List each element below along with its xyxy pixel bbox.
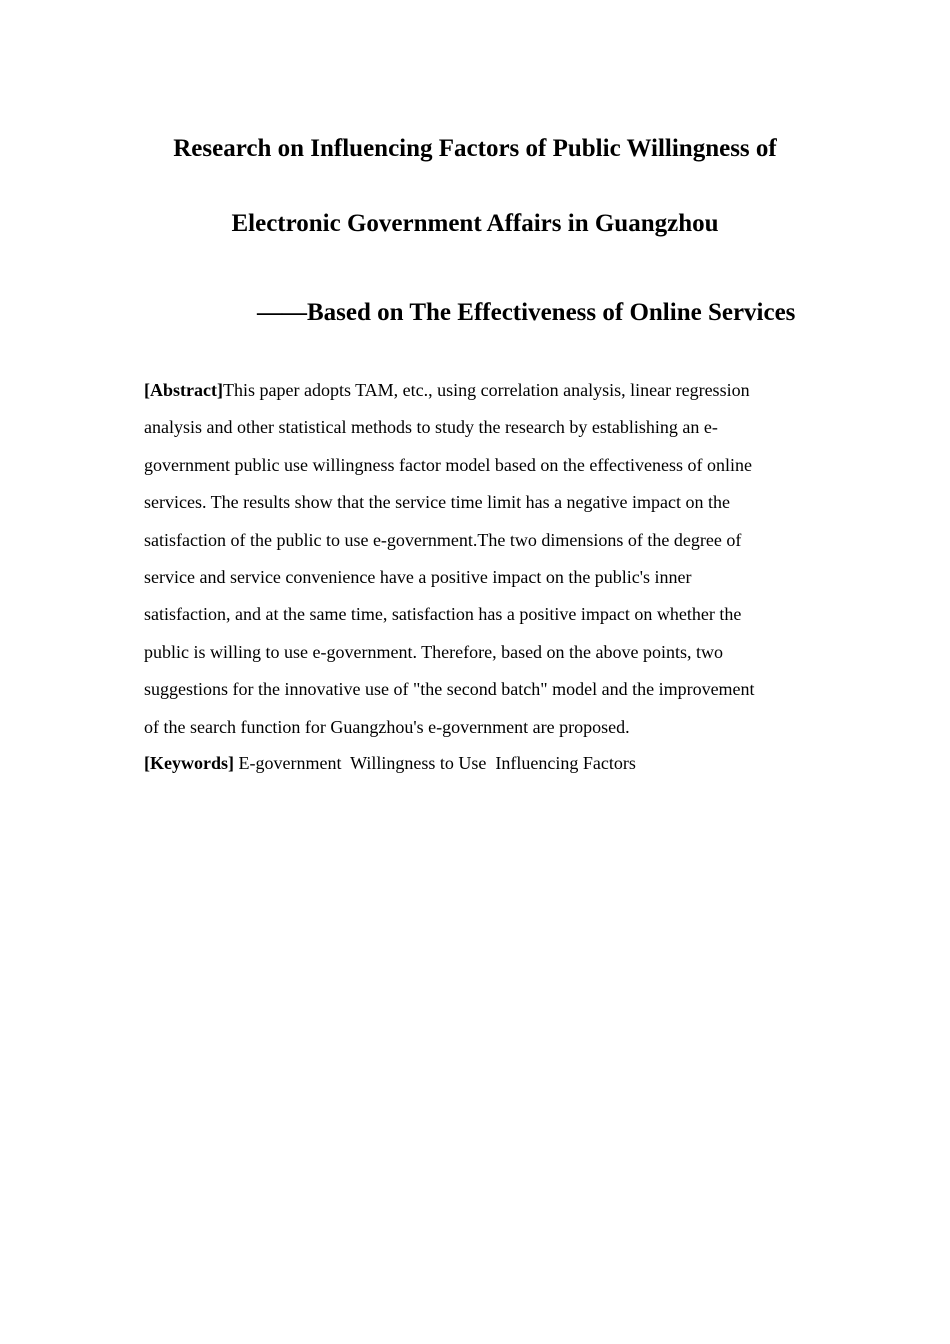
title-line-2: Electronic Government Affairs in Guangzhou (231, 210, 719, 237)
abstract-label: [Abstract] (144, 380, 223, 400)
subtitle: ——Based on The Effectiveness of Online Services (257, 299, 796, 326)
abstract-text-line: satisfaction of the public to use e-government.The two dimensions of the degree of (144, 529, 742, 550)
abstract-text-line: services. The results show that the service time limit has a negative impact on the (144, 492, 731, 513)
keywords-text: E-government Willingness to Use Influencing Factors (233, 753, 636, 773)
title-line-1: Research on Influencing Factors of Public Willingness of (173, 135, 777, 162)
keywords-paragraph (144, 748, 636, 778)
abstract-text-line: of the search function for Guangzhou's e-government are proposed. (144, 716, 630, 737)
abstract-text-line: public is willing to use e-government. Therefore, based on the above points, two (144, 641, 724, 662)
abstract-text-line: analysis and other statistical methods to study the research by establishing an e- (144, 417, 718, 438)
abstract-paragraph (144, 372, 804, 746)
abstract-text-line: government public use willingness factor model based on the effectiveness of online (144, 454, 753, 475)
abstract-text-line: suggestions for the innovative use of "the second batch" model and the improvement (144, 679, 755, 700)
abstract-text-line: satisfaction, and at the same time, satisfaction has a positive impact on whether the (144, 604, 742, 625)
abstract-line-1 (144, 372, 804, 409)
abstract-text-line: service and service convenience have a positive impact on the public's inner (144, 567, 692, 588)
abstract-text-line: This paper adopts TAM, etc., using correlation analysis, linear regression (222, 380, 750, 400)
keywords-label: [Keywords] (144, 753, 234, 773)
